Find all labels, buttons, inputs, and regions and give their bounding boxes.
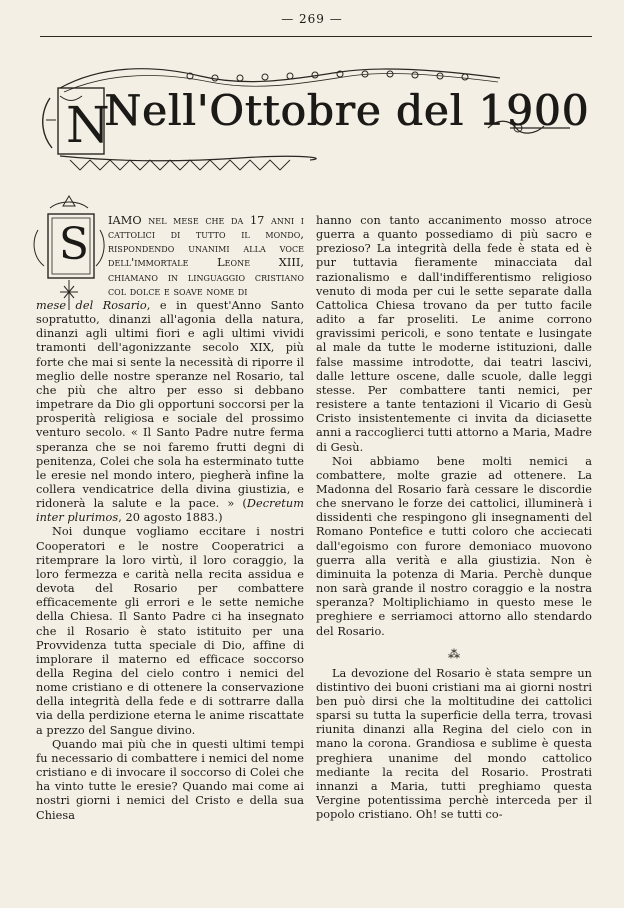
title-text: Nell'Ottobre del 1900 (104, 86, 590, 135)
citation-rest: , 20 agosto 1883.) (118, 511, 223, 525)
svg-text:N: N (66, 96, 110, 154)
page-number: — 269 — (281, 12, 343, 26)
right-column (316, 214, 592, 822)
top-rule (40, 36, 592, 37)
lead-paragraph (108, 214, 304, 299)
left-column (36, 214, 304, 823)
lead-italic: mese del Rosario (36, 298, 147, 312)
paragraph: La devozione del Rosario è stata sempre un distintivo dei buoni cristiani ma ai giorni nostri ben può dirsi che la moltitudine dei cattolici sparsi su tutta la superficie della terra, trovasi riunita dinanzi alla Regina del cielo con in mano la corona. Grandiosa e sublime è questa preghiera unanime del mondo cattolico mediante la recita del Rosario. Prostrati innanzi a Maria, tutti preghiamo questa Vergine potentissima perchè interceda per il popolo cristiano. Oh! se tutti co- (316, 666, 592, 822)
lead-text: IAMO nel mese che da 17 anni i cattolici di tutto il mondo, rispondendo unanimi alla voce dell'immortale Leone XIII, chiamano in linguaggio cristiano col dolce e soave nome di (108, 214, 304, 298)
article-title (104, 86, 589, 135)
lead-rest: , e in quest'Anno Santo sopratutto, dinanzi all'agonia della natura, dinanzi agli ultimi fiori e agli ultimi vividi tramonti dell'agonizzante secolo XIX, più forte che mai si sente la necessità di riporre il meglio delle nostre speranze nel Rosario, tal che più che altro per esso si debbano impetrare da Dio gli opportuni soccorsi per la prosperità religiosa e sociale del prossimo venturo secolo. « Il Santo Padre nutre ferma speranza che se noi faremo frutti degni di penitenza, Colei che sola ha esterminato tutte le eresie nel mondo intero, piegherà infine la collera vendicatrice della divina giustizia, e ridonerà la salute e la pace. » ( (36, 298, 305, 511)
citation-italic: Decretum inter plurimos (36, 497, 304, 525)
paragraph: Quando mai più che in questi ultimi tempi fu necessario di combattere i nemici del nome cristiano e di invocare il soccorso di Colei che ha vinto tutte le eresie? Quando mai come ai nostri giorni i nemici del Cristo e della sua Chiesa (36, 737, 304, 822)
dropcap-letter: S (58, 219, 90, 270)
paragraph: hanno con tanto accanimento mosso atroce guerra a quanto possediamo di più sacro e prezioso? La integrità della fede è stata ed è pur tuttavia fieramente minacciata dal razionalismo e dall'indifferentismo religioso venuto di moda per cui le sette separate dalla Cattolica Chiesa trovano da per tutto facile adito a far proseliti. Le anime corrono gravissimi pericoli, e sono tentate e lusingate al male da tutte le moderne istituzioni, dalle false massime introdotte, dai teatri lascivi, dalle letture oscene, dalle scuole, dalle leggi stesse. Per combattere tanti nemici, per resistere a tante tentazioni il Vicario di Gesù Cristo insistentemente ci invita da diciasette anni a raccoglierci tutti attorno a Maria, Madre di Gesù. (316, 214, 592, 454)
paragraph: Noi dunque vogliamo eccitare i nostri Cooperatori e le nostre Cooperatrici a ritemprare la loro virtù, il loro coraggio, la loro fermezza e carità nella recita assidua e devota del Rosario per combattere efficacemente gli errori e le sette nemiche della Chiesa. Il Santo Padre ci ha insegnato che il Rosario è stato istituito per una Provvidenza tutta speciale di Dio, affine di implorare il materno ed efficace soccorso della Regina del cielo contro i nemici del nome cristiano e di ottenere la conservazione della integrità della fede e di sottrarre dalla via della perdizione eterna le anime riscattate a prezzo del Sangue divino. (36, 525, 304, 737)
asterism: ⁂ (447, 646, 461, 661)
paragraph: Noi abbiamo bene molti nemici a combattere, molte grazie ad ottenere. La Madonna del Rosario farà cessare le discordie che snervano le forze dei cattolici, illuminerà i dissidenti che respingono gli insegnamenti del Romano Pontefice e tutti coloro che acciecati dall'egoismo con furore demoniaco muovono guerra alla verità e alla giustizia. Non è diminuita la potenza di Maria. Perchè dunque non sarà grande il nostro coraggio e la nostra speranza? Moltiplichiamo in questo mese le preghiere e serriamoci attorno allo stendardo del Rosario. (316, 454, 592, 638)
lead-paragraph-continued (36, 299, 304, 526)
